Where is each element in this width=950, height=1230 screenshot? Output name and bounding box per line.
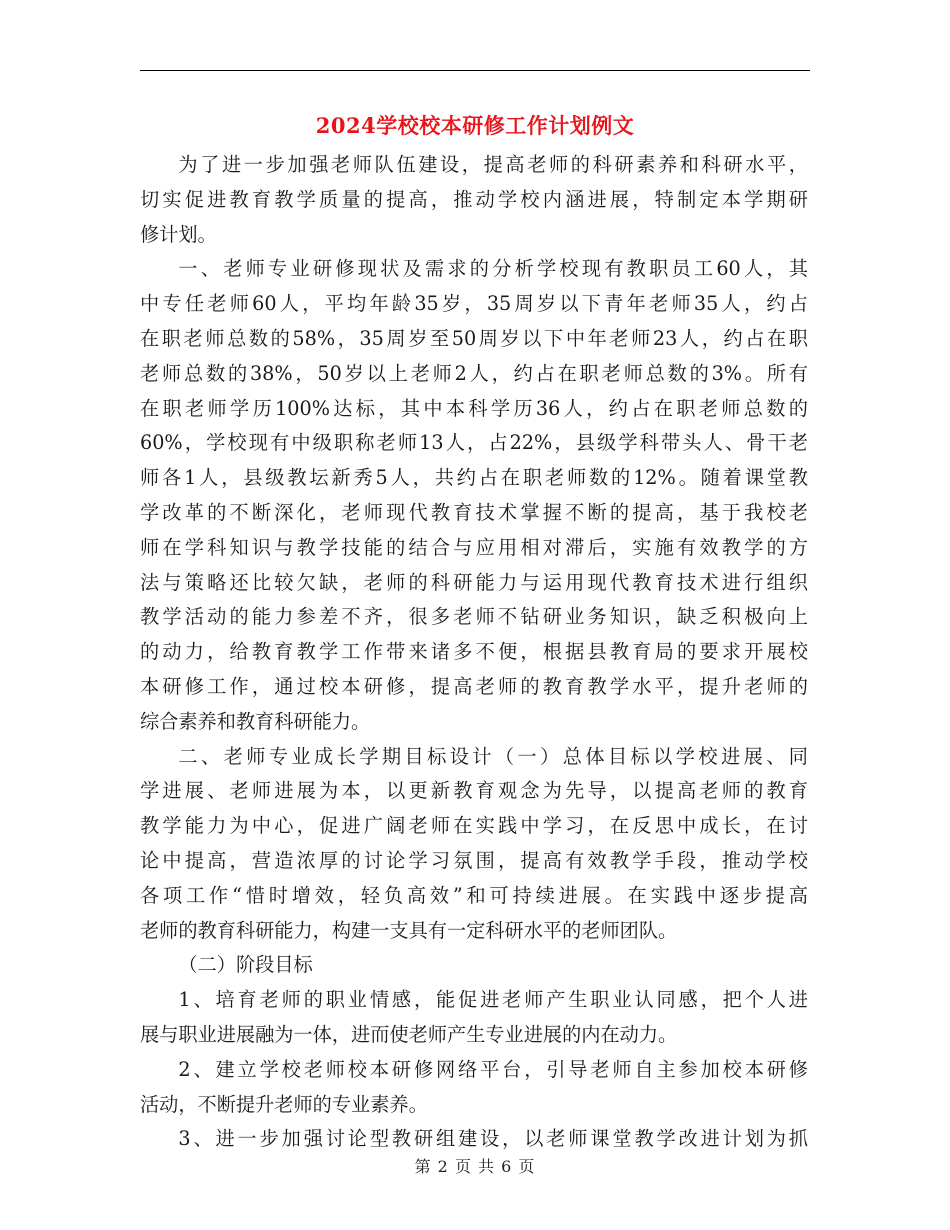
text-line: 一、老师专业研修现状及需求的分析学校现有教职员工60人，其: [178, 257, 808, 281]
text-line: 法与策略还比较欠缺，老师的科研能力与运用现代教育技术进行组织: [140, 570, 808, 594]
text-line: 60%，学校现有中级职称老师13人，占22%，县级学科带头人、骨干老: [140, 431, 808, 455]
text-line: 2、建立学校老师校本研修网络平台，引导老师自主参加校本研修: [178, 1057, 808, 1081]
text-line: 教学能力为中心，促进广阔老师在实践中学习，在反思中成长，在讨: [140, 814, 808, 838]
text-line: 教学活动的能力参差不齐，很多老师不钻研业务知识，缺乏积极向上: [140, 605, 808, 629]
text-line: 修计划。: [140, 222, 217, 246]
text-line: 师在学科知识与教学技能的结合与应用相对滞后，实施有效教学的方: [140, 535, 808, 559]
page-footer: 第 2 页 共 6 页: [414, 1157, 536, 1176]
document-title: 2024学校校本研修工作计划例文: [315, 113, 635, 138]
text-line: 的动力，给教育教学工作带来诸多不便，根据县教育局的要求开展校: [140, 640, 808, 664]
text-line: 老师总数的38%，50岁以上老师2人，约占在职老师总数的3%。所有: [140, 361, 808, 385]
text-line: 在职老师总数的58%，35周岁至50周岁以下中年老师23人，约占在职: [140, 326, 808, 350]
text-line: 1、培育老师的职业情感，能促进老师产生职业认同感，把个人进: [178, 988, 808, 1012]
text-line: 在职老师学历100%达标，其中本科学历36人，约占在职老师总数的: [140, 396, 808, 420]
text-line: 二、老师专业成长学期目标设计（一）总体目标以学校进展、同: [178, 744, 808, 768]
text-line: 为了进一步加强老师队伍建设，提高老师的科研素养和科研水平，: [178, 153, 808, 176]
text-line: 学改革的不断深化，老师现代教育技术掌握不断的提高，基于我校老: [140, 500, 808, 524]
text-line: 师各1人，县级教坛新秀5人，共约占在职老师数的12%。随着课堂教: [140, 466, 808, 490]
document-body: [140, 148, 808, 1157]
text-line: 中专任老师60人，平均年龄35岁，35周岁以下青年老师35人，约占: [140, 292, 808, 316]
text-line: 切实促进教育教学质量的提高，推动学校内涵进展，特制定本学期研: [140, 187, 808, 211]
text-line: 活动，不断提升老师的专业素养。: [140, 1092, 428, 1116]
text-line: 3、进一步加强讨论型教研组建设，以老师课堂教学改进计划为抓: [178, 1127, 808, 1151]
text-line: 论中提高，营造浓厚的讨论学习氛围，提高有效教学手段，推动学校: [140, 848, 808, 872]
text-line: 学进展、老师进展为本，以更新教育观念为先导，以提高老师的教育: [140, 779, 808, 803]
text-line: （二）阶段目标: [178, 953, 313, 977]
text-line: 各项工作“惜时增效，轻负高效”和可持续进展。在实践中逐步提高: [140, 883, 808, 907]
text-line: 综合素养和教育科研能力。: [140, 709, 371, 733]
header-rule: [140, 70, 810, 71]
text-line: 展与职业进展融为一体，进而使老师产生专业进展的内在动力。: [140, 1022, 678, 1046]
text-line: 本研修工作，通过校本研修，提高老师的教育教学水平，提升老师的: [140, 674, 808, 698]
text-line: 老师的教育科研能力，构建一支具有一定科研水平的老师团队。: [140, 918, 678, 942]
